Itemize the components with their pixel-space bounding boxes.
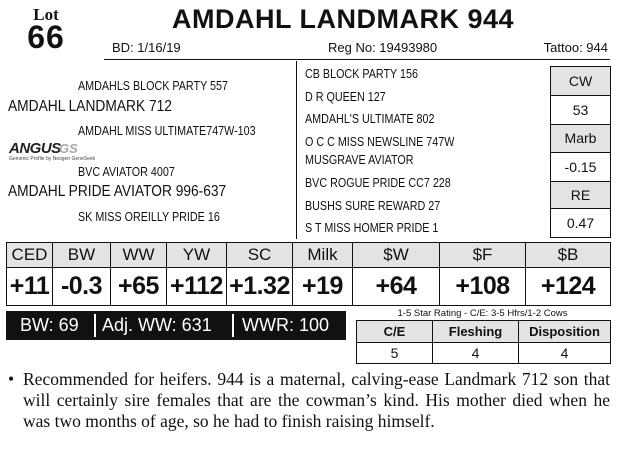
pedigree-divider [296,61,297,239]
remarks-text: Recommended for heifers. 944 is a maternal, calving-ease Landmark 712 son that will certainly sire females that are the cowman’s kind. His mother died when he was two months of age, so he had to finish raising himself. [23,369,610,431]
epd-value: +124 [540,272,596,300]
pedigree-ancestor: MUSGRAVE AVIATOR [305,153,414,167]
epd-column [167,243,227,305]
pedigree-sire-dam: AMDAHL MISS ULTIMATE747W-103 [78,124,256,138]
pedigree-ancestor: BVC ROGUE PRIDE CC7 228 [305,176,451,190]
epd-value: +112 [170,272,223,300]
pedigree-ancestor: O C C MISS NEWSLINE 747W [305,135,455,149]
star-rating-value: 4 [560,345,569,361]
weights-bar [6,311,346,340]
epd-value: +1.32 [229,272,290,300]
info-line [104,38,610,58]
epd-value: +11 [9,272,50,300]
weights-separator [94,314,96,337]
epd-label: WW [111,243,166,268]
pedigree-dam: AMDAHL PRIDE AVIATOR 996-637 [8,183,227,200]
epd-column [440,243,526,305]
angus-gs-logo [9,140,96,167]
birth-date: BD: 1/16/19 [112,40,181,55]
epd-column [526,243,610,305]
remarks-bullet: • [8,369,15,389]
side-index-label: CW [551,67,610,96]
epd-label: BW [53,243,110,268]
angus-logo-gs: GS [59,141,78,156]
remarks [8,369,610,432]
epd-label: $F [440,243,525,268]
epd-value: +19 [302,272,343,300]
epd-label: Milk [293,243,352,268]
epd-column [7,243,53,305]
star-rating-value: 5 [390,345,399,361]
pedigree-ancestor: S T MISS HOMER PRIDE 1 [305,221,439,235]
epd-value: +65 [118,272,159,300]
epd-label: $B [526,243,610,268]
birth-weight: BW: 69 [20,315,79,335]
star-rating-label: Fleshing [433,321,518,343]
weights-separator [232,314,234,337]
epd-label: SC [227,243,292,268]
epd-column [227,243,293,305]
side-index-value: -0.15 [551,153,610,182]
epd-column [111,243,167,305]
pedigree-sire: AMDAHL LANDMARK 712 [8,98,172,115]
star-rating-value: 4 [471,345,480,361]
pedigree-dam-sire: BVC AVIATOR 4007 [78,165,175,179]
angus-logo-word: ANGUS [9,140,61,157]
epd-label: CED [7,243,52,268]
animal-name-title: AMDAHL LANDMARK 944 [172,4,515,34]
epd-label: $W [353,243,439,268]
weaning-weight-ratio: WWR: 100 [242,315,330,335]
star-rating-table [356,320,611,364]
star-rating-caption: 1-5 Star Rating - C/E: 3-5 Hfrs/1-2 Cows [397,308,568,319]
tattoo: Tattoo: 944 [543,40,608,55]
star-rating-label: Disposition [519,321,610,343]
epd-value: +64 [375,272,417,300]
top-rule [104,59,610,60]
pedigree-dam-dam: SK MISS OREILLY PRIDE 16 [78,210,220,224]
epd-label: YW [167,243,226,268]
epd-column [53,243,111,305]
pedigree-sire-sire: AMDAHLS BLOCK PARTY 557 [78,79,228,93]
star-rating-column [519,321,610,363]
star-rating-label: C/E [357,321,432,343]
star-rating-column [433,321,519,363]
side-index-label: Marb [551,125,610,153]
side-index-value: 0.47 [566,215,595,231]
lot-label: Lot [33,5,59,24]
lot-box [6,4,88,58]
side-index-value: 53 [551,96,610,125]
pedigree-ancestor: D R QUEEN 127 [305,90,386,104]
epd-value: -0.3 [60,272,103,300]
pedigree-ancestor: BUSHS SURE REWARD 27 [305,199,441,213]
registration-number: Reg No: 19493980 [328,40,438,55]
epd-value: +108 [455,272,510,300]
epd-table [6,242,611,306]
side-index-label: RE [551,182,610,209]
star-rating-column [357,321,433,363]
lot-number: 66 [27,19,65,55]
adjusted-weaning-weight: Adj. WW: 631 [102,315,212,335]
pedigree-ancestor: AMDAHL'S ULTIMATE 802 [305,112,435,126]
epd-column [353,243,440,305]
angus-logo-tagline: Genomic Profile by Neogen GeneSeek [9,156,96,162]
epd-column [293,243,353,305]
carcass-index-box [550,66,611,238]
pedigree-ancestor: CB BLOCK PARTY 156 [305,67,418,81]
